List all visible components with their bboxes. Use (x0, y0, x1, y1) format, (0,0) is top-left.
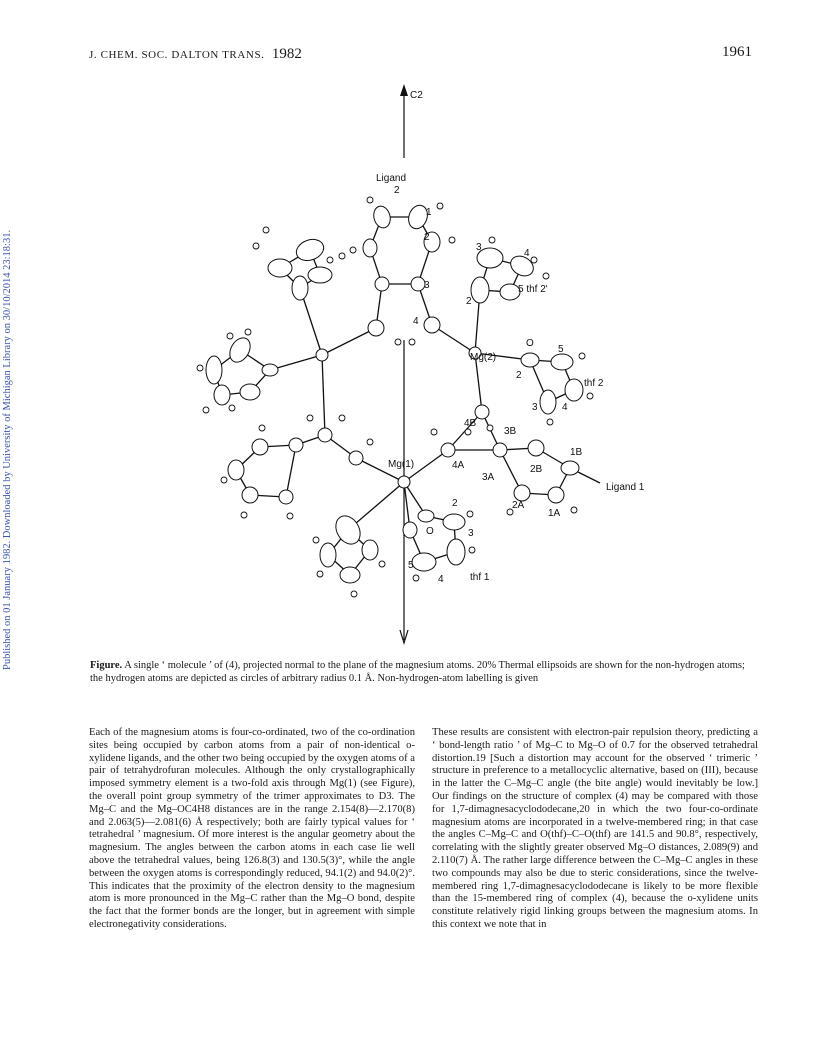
mg-bonds (270, 288, 530, 530)
label-lig2-3: 3 (424, 280, 430, 291)
page-number: 1961 (722, 44, 752, 60)
label-thf1-4: 4 (438, 574, 444, 585)
label-2b: 2B (530, 464, 543, 475)
thf-bonds (214, 250, 574, 575)
ligand2-number: 2 (394, 185, 400, 196)
figure-caption-label: Figure. (90, 660, 123, 671)
label-1b: 1B (570, 447, 583, 458)
label-thf2p-2: 2 (466, 296, 472, 307)
label-thf2-4: 4 (562, 402, 568, 413)
label-4a: 4A (452, 460, 465, 471)
label-thf1-2: 2 (452, 498, 458, 509)
label-2a: 2A (512, 500, 525, 511)
label-1a: 1A (548, 508, 561, 519)
molecular-structure-figure (170, 70, 690, 655)
label-thf2p-4: 4 (524, 248, 530, 259)
label-lig2-4: 4 (413, 316, 419, 327)
journal-header (89, 46, 302, 63)
label-thf2-2: 2 (516, 370, 522, 381)
ligand2-ring-bonds (370, 217, 432, 328)
label-thf1: thf 1 (470, 572, 490, 583)
ligand2-label: Ligand (376, 173, 407, 184)
label-thf2p-3: 3 (476, 242, 482, 253)
atom-ellipsoids (206, 203, 583, 583)
label-lig2-1: 1 (426, 207, 432, 218)
label-ligand1: Ligand 1 (606, 482, 645, 493)
journal-year: 1982 (271, 46, 302, 62)
label-lig2-2: 2 (424, 232, 430, 243)
c2-label: C2 (410, 90, 423, 101)
figure (170, 70, 690, 655)
c2-arrow-head (400, 84, 408, 96)
body-column-right: These results are consistent with electron-pair repulsion theory, predicting a ‘ bond-length ratio ’ of Mg–C to Mg–O of 0.7 for the observed tetrahedral distortion.19 [Such a distortion may account for the observed ‘ trimeric ’ structure in preference to a metallocyclic alternative, based on (III), because in the latter the C–Mg–C angle (the bite angle) would inevitably be low.] Our findings on the structure of complex (4) may be compared with those for 1,7-dimagnesacyclododecane,20 in which the two four-co-ordinate magnesium atoms are incorporated in a twelve-membered ring; in that case the angles C–Mg–C and O(thf)–C–O(thf) are 141.5 and 90.8°, respectively, correlating with the slightly greater observed Mg–O distances, 2.089(9) and 2.110(7) Å. The rather large difference between the C–Mg–C angles in these two compounds may also be due to steric considerations, since the twelve-membered ring 1,7-dimagnesacyclododecane is likely to be more flexible than the 15-membered ring of complex (4), because the o-xylidene units constitute relatively rigid linking groups between the magnesium atoms. In this context we note that in (432, 727, 758, 930)
label-mg1: Mg(1) (388, 459, 415, 470)
label-thf1-3: 3 (468, 528, 474, 539)
label-o-thf1: O (426, 526, 434, 537)
body-column-left: Each of the magnesium atoms is four-co-ordinated, two of the co-ordination sites being occupied by carbon atoms from a pair of non-identical o-xylidene ligands, and the other two being occupied by the oxygen atoms of a pair of tetrahydrofuran molecules. Although the only crystallographically imposed symmetry element is a two-fold axis through Mg(1) (see Figure), the overall point group symmetry of the trimer approximates to D3. The Mg–C and the Mg–OC4H8 distances are in the range 2.154(8)—2.170(8) and 2.063(5)—2.081(6) Å respectively; both are fairly typical values for ‘ tetrahedral ’ magnesium. Of more interest is the angular geometry about the magnesium. The angles between the carbon atoms in each case lie well above the tetrahedral values, being 126.8(3) and 130.5(3)°, while the angle between the oxygen atoms is correspondingly reduced, 94.1(2) and 94.0(2)°. This indicates that the proximity of the electron density to the magnesium atom is more pronounced in the Mg–C rather than the Mg–O bond, despite the fact that the former bonds are the longer, but in agreement with simple electronegativity considerations. (89, 727, 415, 930)
label-4b: 4B (464, 418, 477, 429)
label-3a: 3A (482, 472, 495, 483)
side-provenance-text: Published on 01 January 1982. Downloaded by University of Michigan Library on 30/10/2014 23:18:31. (2, 229, 13, 670)
label-thf2-5: 5 (558, 344, 564, 355)
label-thf1-5: 5 (408, 560, 414, 571)
label-3b: 3B (504, 426, 517, 437)
label-thf2p: 5 thf 2' (518, 284, 548, 295)
figure-caption-text: A single ‘ molecule ’ of (4), projected normal to the plane of the magnesium atoms. 20% Thermal ellipsoids are shown for the non-hydrogen atoms; the hydrogen atoms are depicted as circles of arbitrary radius 0.1 Å. Non-hydrogen-atom labelling is given (90, 660, 745, 684)
side-provenance-note (2, 160, 14, 670)
label-o-thf2: O (526, 338, 534, 349)
figure-caption (90, 659, 758, 685)
label-thf2-3: 3 (532, 402, 538, 413)
label-mg2: Mg(2) (470, 352, 497, 363)
label-thf2: thf 2 (584, 378, 604, 389)
journal-name: J. CHEM. SOC. DALTON TRANS. (89, 49, 265, 61)
